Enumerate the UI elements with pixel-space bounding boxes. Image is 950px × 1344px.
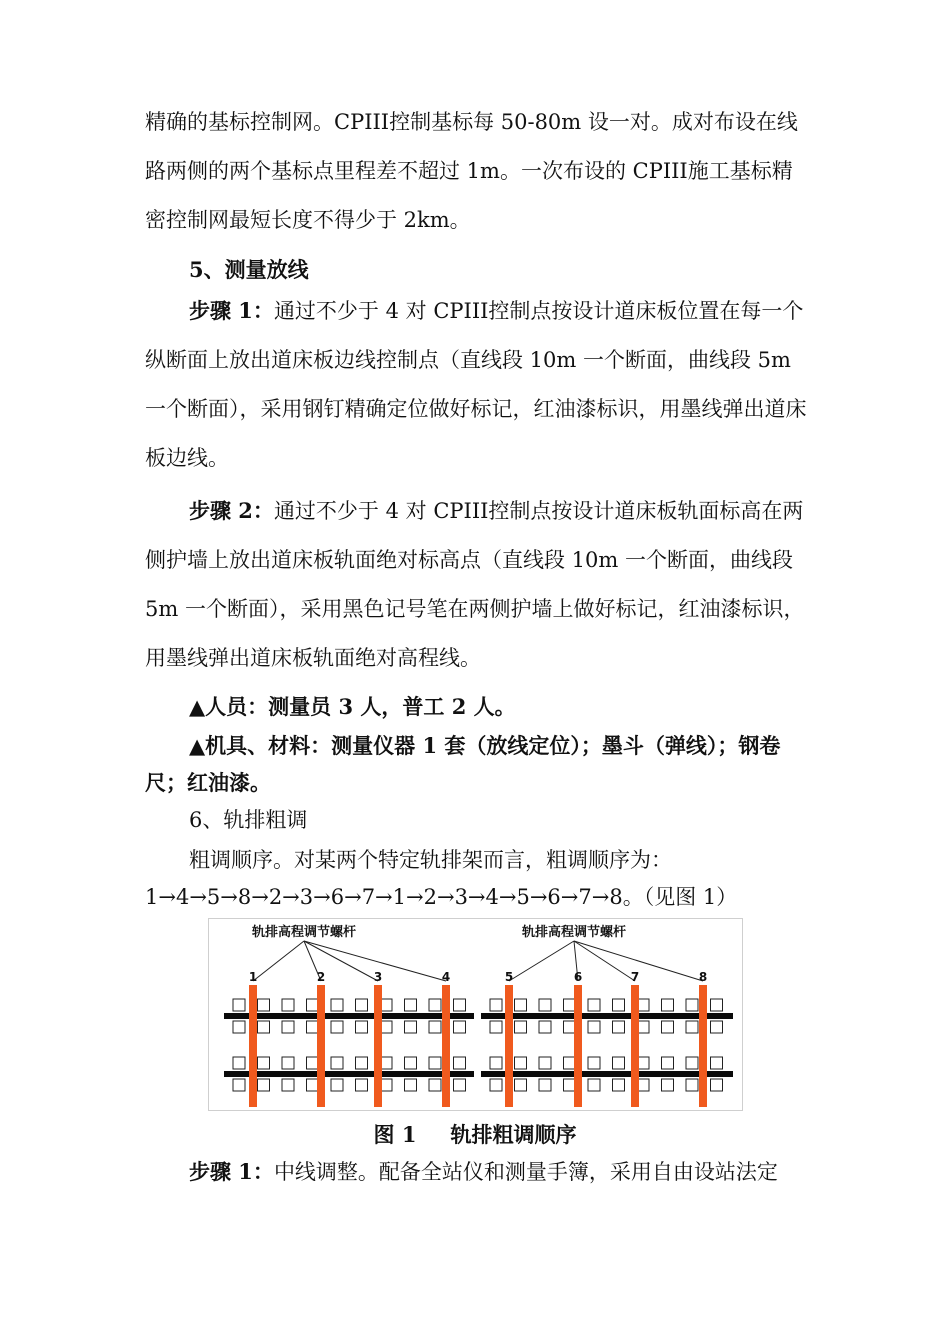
sleeper-square bbox=[356, 1021, 368, 1033]
sleeper-group bbox=[233, 999, 723, 1091]
sleeper-square bbox=[490, 1079, 502, 1091]
sleeper-square bbox=[233, 1057, 245, 1069]
sleeper-square bbox=[490, 999, 502, 1011]
sleeper-square bbox=[282, 999, 294, 1011]
section-5-step-2 bbox=[145, 486, 810, 683]
sleeper-square bbox=[258, 1057, 270, 1069]
sleeper-square bbox=[662, 1057, 674, 1069]
adjust-step-1-text: 中线调整。配备全站仪和测量手簿，采用自由设站法定 bbox=[273, 1160, 778, 1184]
section-5-step-1 bbox=[145, 286, 810, 483]
rail-right-bottom bbox=[481, 1071, 733, 1077]
sleeper-square bbox=[282, 1079, 294, 1091]
screw-number-6: 6 bbox=[573, 970, 583, 984]
screw-number-3: 3 bbox=[373, 970, 383, 984]
sleeper-square bbox=[588, 1057, 600, 1069]
screw-number-5: 5 bbox=[504, 970, 514, 984]
sleeper-square bbox=[686, 1057, 698, 1069]
sleeper-square bbox=[307, 1079, 319, 1091]
sleeper-square bbox=[356, 1057, 368, 1069]
sleeper-square bbox=[564, 1021, 576, 1033]
sleeper-square bbox=[711, 1021, 723, 1033]
sleeper-square bbox=[429, 1079, 441, 1091]
sleeper-square bbox=[454, 999, 466, 1011]
sleeper-square bbox=[233, 999, 245, 1011]
sleeper-square bbox=[662, 999, 674, 1011]
sleeper-square bbox=[233, 1079, 245, 1091]
personnel-line: ▲人员：测量员 3 人，普工 2 人。 bbox=[189, 694, 516, 719]
sleeper-square bbox=[564, 1057, 576, 1069]
sleeper-square bbox=[282, 1057, 294, 1069]
sleeper-square bbox=[405, 1057, 417, 1069]
screw-number-1: 1 bbox=[248, 970, 258, 984]
adjusting-screw-1 bbox=[249, 985, 257, 1107]
sleeper-square bbox=[490, 1021, 502, 1033]
sleeper-square bbox=[282, 1021, 294, 1033]
intro-line-1: 精确的基标控制网。CPIII控制基标每 50-80m 设一对。成对布设在线 bbox=[145, 110, 798, 134]
sleeper-square bbox=[588, 999, 600, 1011]
equipment-line: ▲机具、材料：测量仪器 1 套（放线定位）；墨斗（弹线）；钢卷尺；红油漆。 bbox=[145, 733, 781, 795]
adjusting-screw-7 bbox=[631, 985, 639, 1107]
sleeper-square bbox=[356, 1079, 368, 1091]
adjust-step-1-label: 步骤 1： bbox=[189, 1159, 274, 1184]
sleeper-square bbox=[613, 1057, 625, 1069]
sleeper-square bbox=[564, 1079, 576, 1091]
track-panel-diagram bbox=[209, 919, 742, 1110]
section-5-title: 5、测量放线 bbox=[189, 257, 309, 282]
intro-line-3: 密控制网最短长度不得少于 2km。 bbox=[145, 208, 471, 232]
section-6-title: 6、轨排粗调 bbox=[189, 808, 308, 832]
step-1-label: 步骤 1： bbox=[189, 298, 274, 323]
step-2-label: 步骤 2： bbox=[189, 498, 274, 523]
sleeper-square bbox=[686, 1021, 698, 1033]
figure-label-right: 轨排高程调节螺杆 bbox=[521, 925, 627, 940]
track-panel-figure bbox=[208, 918, 743, 1111]
sleeper-square bbox=[588, 1079, 600, 1091]
figure-caption bbox=[0, 1120, 950, 1150]
sleeper-square bbox=[515, 999, 527, 1011]
sleeper-square bbox=[515, 1057, 527, 1069]
sleeper-square bbox=[515, 1079, 527, 1091]
sleeper-square bbox=[515, 1021, 527, 1033]
leader-line-7 bbox=[574, 941, 635, 981]
sleeper-square bbox=[539, 1079, 551, 1091]
screw-number-2: 2 bbox=[316, 970, 326, 984]
sleeper-square bbox=[613, 1021, 625, 1033]
rail-right-top bbox=[481, 1013, 733, 1019]
screw-number-group bbox=[249, 970, 707, 984]
sleeper-square bbox=[711, 999, 723, 1011]
sleeper-square bbox=[331, 1021, 343, 1033]
sleeper-square bbox=[405, 999, 417, 1011]
sleeper-square bbox=[711, 1057, 723, 1069]
adjusting-screw-3 bbox=[374, 985, 382, 1107]
sleeper-square bbox=[662, 1021, 674, 1033]
sleeper-square bbox=[539, 1021, 551, 1033]
sleeper-square bbox=[405, 1021, 417, 1033]
sleeper-square bbox=[331, 1079, 343, 1091]
sleeper-square bbox=[588, 1021, 600, 1033]
screw-number-7: 7 bbox=[630, 970, 640, 984]
sleeper-square bbox=[331, 1057, 343, 1069]
adjusting-screw-2 bbox=[317, 985, 325, 1107]
coarse-order-paragraph: 粗调顺序。对某两个特定轨排架而言，粗调顺序为：1→4→5→8→2→3→6→7→1→2→3→4→5→6→7→8。（见图 1） bbox=[145, 848, 738, 909]
rail-left-top bbox=[224, 1013, 474, 1019]
sleeper-square bbox=[539, 1057, 551, 1069]
intro-line-2: 路两侧的两个基标点里程差不超过 1m。一次布设的 CPIII施工基标精 bbox=[145, 159, 793, 183]
sleeper-square bbox=[258, 1021, 270, 1033]
sleeper-square bbox=[356, 999, 368, 1011]
sleeper-square bbox=[613, 1079, 625, 1091]
leader-line-5 bbox=[509, 941, 574, 981]
sleeper-square bbox=[454, 1021, 466, 1033]
sleeper-square bbox=[307, 1021, 319, 1033]
sleeper-square bbox=[429, 999, 441, 1011]
sleeper-square bbox=[490, 1057, 502, 1069]
screw-number-4: 4 bbox=[441, 970, 451, 984]
leader-line-3 bbox=[304, 941, 378, 981]
sleeper-square bbox=[429, 1021, 441, 1033]
rail-group bbox=[224, 1013, 733, 1077]
rail-left-bottom bbox=[224, 1071, 474, 1077]
sleeper-square bbox=[429, 1057, 441, 1069]
sleeper-square bbox=[686, 999, 698, 1011]
screw-group bbox=[249, 985, 707, 1107]
sleeper-square bbox=[405, 1079, 417, 1091]
sleeper-square bbox=[454, 1079, 466, 1091]
figure-label-left: 轨排高程调节螺杆 bbox=[251, 925, 357, 940]
sleeper-square bbox=[454, 1057, 466, 1069]
leader-line-1 bbox=[253, 941, 304, 981]
adjust-step-1 bbox=[145, 1152, 810, 1192]
step-2-text: 通过不少于 4 对 CPIII控制点按设计道床板轨面标高在两侧护墙上放出道床板轨面绝对标高点（直线段 10m 一个断面，曲线段5m 一个断面），采用黑色记号笔在两侧护墙上做好标记，红油漆标识，用墨线弹出道床板轨面绝对高程线。 bbox=[145, 499, 805, 670]
sleeper-square bbox=[662, 1079, 674, 1091]
figure-caption-number: 图 1 bbox=[373, 1122, 417, 1147]
sleeper-square bbox=[711, 1079, 723, 1091]
sleeper-square bbox=[307, 999, 319, 1011]
figure-caption-title: 轨排粗调顺序 bbox=[450, 1122, 577, 1147]
adjusting-screw-8 bbox=[699, 985, 707, 1107]
sleeper-square bbox=[258, 999, 270, 1011]
adjusting-screw-5 bbox=[505, 985, 513, 1107]
step-1-text: 通过不少于 4 对 CPIII控制点按设计道床板位置在每一个纵断面上放出道床板边线控制点（直线段 10m 一个断面，曲线段 5m 一个断面），采用钢钉精确定位做好标记，红油漆标识，用墨线弹出道床板边线。 bbox=[145, 299, 807, 470]
sleeper-square bbox=[564, 999, 576, 1011]
sleeper-square bbox=[233, 1021, 245, 1033]
sleeper-square bbox=[258, 1079, 270, 1091]
sleeper-square bbox=[686, 1079, 698, 1091]
sleeper-square bbox=[307, 1057, 319, 1069]
sleeper-square bbox=[331, 999, 343, 1011]
adjusting-screw-4 bbox=[442, 985, 450, 1107]
screw-number-8: 8 bbox=[698, 970, 708, 984]
sleeper-square bbox=[539, 999, 551, 1011]
adjusting-screw-6 bbox=[574, 985, 582, 1107]
sleeper-square bbox=[613, 999, 625, 1011]
